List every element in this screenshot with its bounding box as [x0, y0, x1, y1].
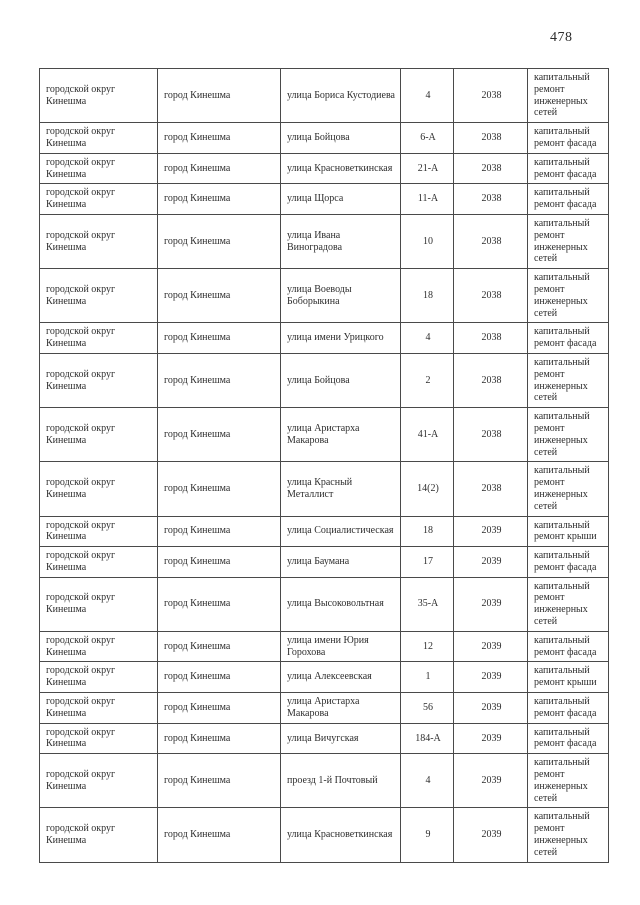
district-cell: городской округ Кинешма [40, 184, 158, 215]
table-row [40, 69, 609, 123]
house-number-cell: 41-А [401, 408, 454, 462]
work-type-cell: капитальный ремонт фасада [528, 123, 609, 154]
table-row [40, 577, 609, 631]
district-cell: городской округ Кинешма [40, 214, 158, 268]
year-cell: 2039 [454, 577, 528, 631]
year-cell: 2039 [454, 662, 528, 693]
city-cell: город Кинешма [158, 723, 281, 754]
street-cell: улица Социалистическая [281, 516, 401, 547]
street-cell: улица имени Юрия Горохова [281, 631, 401, 662]
table-row [40, 323, 609, 354]
district-cell: городской округ Кинешма [40, 69, 158, 123]
table-row [40, 693, 609, 724]
year-cell: 2038 [454, 408, 528, 462]
city-cell: город Кинешма [158, 754, 281, 808]
city-cell: город Кинешма [158, 808, 281, 862]
work-type-cell: капитальный ремонт инженерных сетей [528, 462, 609, 516]
city-cell: город Кинешма [158, 631, 281, 662]
city-cell: город Кинешма [158, 323, 281, 354]
city-cell: город Кинешма [158, 353, 281, 407]
repair-plan-table [39, 68, 609, 863]
year-cell: 2038 [454, 353, 528, 407]
district-cell: городской округ Кинешма [40, 408, 158, 462]
district-cell: городской округ Кинешма [40, 631, 158, 662]
house-number-cell: 9 [401, 808, 454, 862]
district-cell: городской округ Кинешма [40, 123, 158, 154]
district-cell: городской округ Кинешма [40, 323, 158, 354]
street-cell: улица Красноветкинская [281, 153, 401, 184]
street-cell: улица Аристарха Макарова [281, 408, 401, 462]
city-cell: город Кинешма [158, 269, 281, 323]
table-row [40, 662, 609, 693]
district-cell: городской округ Кинешма [40, 577, 158, 631]
table-row [40, 631, 609, 662]
street-cell: улица имени Урицкого [281, 323, 401, 354]
house-number-cell: 21-А [401, 153, 454, 184]
repair-plan-table-body [40, 69, 609, 863]
street-cell: улица Вичугская [281, 723, 401, 754]
year-cell: 2039 [454, 516, 528, 547]
district-cell: городской округ Кинешма [40, 353, 158, 407]
page-number: 478 [550, 30, 573, 45]
street-cell: улица Бориса Кустодиева [281, 69, 401, 123]
year-cell: 2038 [454, 323, 528, 354]
house-number-cell: 14(2) [401, 462, 454, 516]
street-cell: улица Бойцова [281, 123, 401, 154]
city-cell: город Кинешма [158, 693, 281, 724]
district-cell: городской округ Кинешма [40, 723, 158, 754]
city-cell: город Кинешма [158, 123, 281, 154]
work-type-cell: капитальный ремонт фасада [528, 323, 609, 354]
city-cell: город Кинешма [158, 516, 281, 547]
work-type-cell: капитальный ремонт фасада [528, 693, 609, 724]
house-number-cell: 1 [401, 662, 454, 693]
work-type-cell: капитальный ремонт инженерных сетей [528, 269, 609, 323]
work-type-cell: капитальный ремонт фасада [528, 153, 609, 184]
work-type-cell: капитальный ремонт инженерных сетей [528, 754, 609, 808]
house-number-cell: 18 [401, 516, 454, 547]
year-cell: 2039 [454, 693, 528, 724]
district-cell: городской округ Кинешма [40, 693, 158, 724]
street-cell: улица Высоковольтная [281, 577, 401, 631]
year-cell: 2039 [454, 631, 528, 662]
work-type-cell: капитальный ремонт инженерных сетей [528, 408, 609, 462]
year-cell: 2039 [454, 547, 528, 578]
table-row [40, 754, 609, 808]
year-cell: 2039 [454, 754, 528, 808]
table-row [40, 547, 609, 578]
city-cell: город Кинешма [158, 69, 281, 123]
district-cell: городской округ Кинешма [40, 547, 158, 578]
house-number-cell: 6-А [401, 123, 454, 154]
table-row [40, 214, 609, 268]
city-cell: город Кинешма [158, 408, 281, 462]
street-cell: улица Бойцова [281, 353, 401, 407]
table-row [40, 153, 609, 184]
table-row [40, 269, 609, 323]
table-row [40, 723, 609, 754]
city-cell: город Кинешма [158, 662, 281, 693]
street-cell: улица Аристарха Макарова [281, 693, 401, 724]
house-number-cell: 11-А [401, 184, 454, 215]
table-row [40, 516, 609, 547]
table-row [40, 808, 609, 862]
year-cell: 2038 [454, 153, 528, 184]
city-cell: город Кинешма [158, 214, 281, 268]
year-cell: 2038 [454, 462, 528, 516]
house-number-cell: 35-А [401, 577, 454, 631]
year-cell: 2039 [454, 723, 528, 754]
year-cell: 2038 [454, 184, 528, 215]
street-cell: улица Баумана [281, 547, 401, 578]
work-type-cell: капитальный ремонт фасада [528, 723, 609, 754]
house-number-cell: 184-А [401, 723, 454, 754]
city-cell: город Кинешма [158, 184, 281, 215]
city-cell: город Кинешма [158, 462, 281, 516]
street-cell: улица Красноветкинская [281, 808, 401, 862]
house-number-cell: 18 [401, 269, 454, 323]
work-type-cell: капитальный ремонт крыши [528, 516, 609, 547]
house-number-cell: 10 [401, 214, 454, 268]
year-cell: 2038 [454, 123, 528, 154]
street-cell: улица Воеводы Боборыкина [281, 269, 401, 323]
table-row [40, 462, 609, 516]
street-cell: улица Щорса [281, 184, 401, 215]
house-number-cell: 4 [401, 69, 454, 123]
house-number-cell: 4 [401, 754, 454, 808]
table-row [40, 184, 609, 215]
work-type-cell: капитальный ремонт фасада [528, 184, 609, 215]
street-cell: улица Красный Металлист [281, 462, 401, 516]
work-type-cell: капитальный ремонт инженерных сетей [528, 808, 609, 862]
district-cell: городской округ Кинешма [40, 516, 158, 547]
work-type-cell: капитальный ремонт фасада [528, 631, 609, 662]
work-type-cell: капитальный ремонт фасада [528, 547, 609, 578]
year-cell: 2038 [454, 214, 528, 268]
table-row [40, 353, 609, 407]
house-number-cell: 56 [401, 693, 454, 724]
work-type-cell: капитальный ремонт инженерных сетей [528, 353, 609, 407]
work-type-cell: капитальный ремонт инженерных сетей [528, 69, 609, 123]
work-type-cell: капитальный ремонт крыши [528, 662, 609, 693]
table-row [40, 408, 609, 462]
house-number-cell: 4 [401, 323, 454, 354]
house-number-cell: 12 [401, 631, 454, 662]
table-row [40, 123, 609, 154]
street-cell: проезд 1-й Почтовый [281, 754, 401, 808]
work-type-cell: капитальный ремонт инженерных сетей [528, 577, 609, 631]
city-cell: город Кинешма [158, 577, 281, 631]
year-cell: 2038 [454, 69, 528, 123]
district-cell: городской округ Кинешма [40, 269, 158, 323]
city-cell: город Кинешма [158, 153, 281, 184]
district-cell: городской округ Кинешма [40, 754, 158, 808]
street-cell: улица Алексеевская [281, 662, 401, 693]
district-cell: городской округ Кинешма [40, 808, 158, 862]
year-cell: 2038 [454, 269, 528, 323]
year-cell: 2039 [454, 808, 528, 862]
street-cell: улица Ивана Виноградова [281, 214, 401, 268]
house-number-cell: 17 [401, 547, 454, 578]
district-cell: городской округ Кинешма [40, 153, 158, 184]
district-cell: городской округ Кинешма [40, 462, 158, 516]
district-cell: городской округ Кинешма [40, 662, 158, 693]
city-cell: город Кинешма [158, 547, 281, 578]
work-type-cell: капитальный ремонт инженерных сетей [528, 214, 609, 268]
house-number-cell: 2 [401, 353, 454, 407]
